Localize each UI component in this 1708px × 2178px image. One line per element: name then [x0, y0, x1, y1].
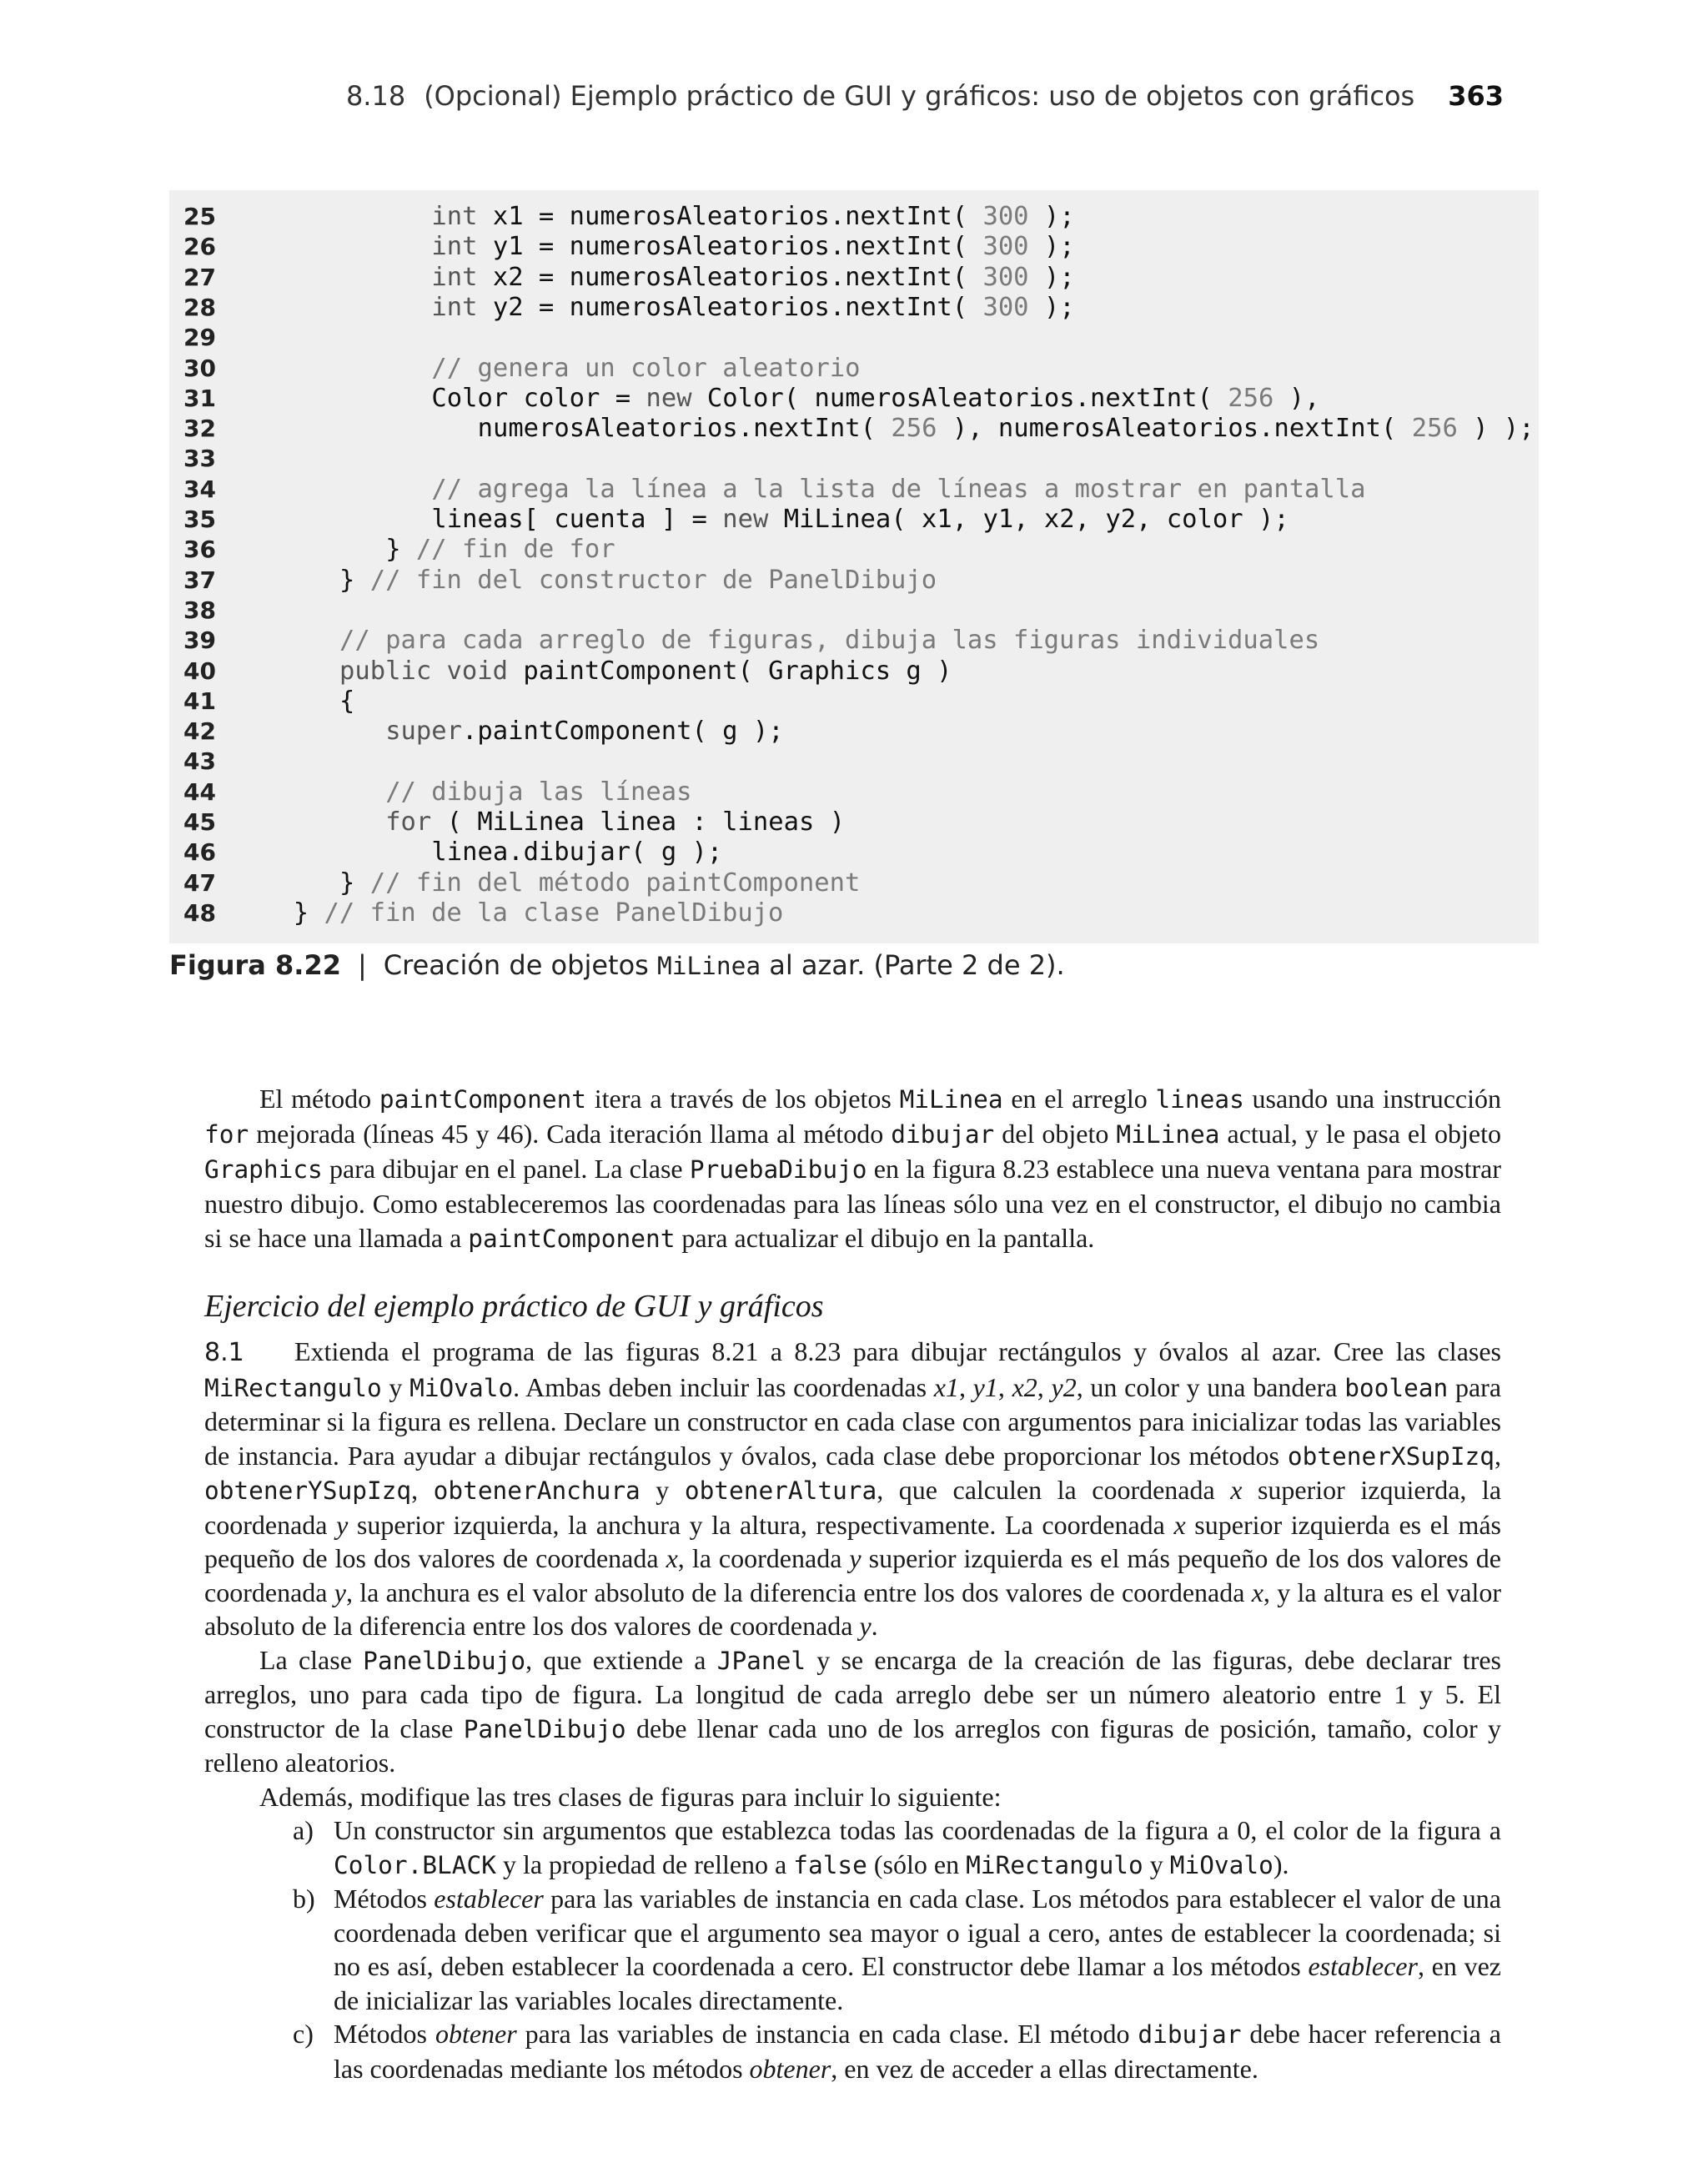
inline-code: obtenerXSupIzq [1287, 1441, 1494, 1471]
code-text: } // fin de la clase PanelDibujo [293, 898, 784, 928]
inline-code: MiRectangulo [204, 1373, 382, 1402]
inline-code: MiOvalo [409, 1373, 514, 1402]
caption-text-post: al azar. (Parte 2 de 2). [761, 949, 1065, 981]
code-text: int x2 = numerosAleatorios.nextInt( 300 ); [431, 262, 1075, 292]
inline-code: paintComponent [379, 1085, 587, 1114]
inline-code: obtenerAnchura [433, 1476, 640, 1505]
list-item: a) Un constructor sin argumentos que establezca todas las coordenadas de la figura a 0, el color de la figura a Color.BLACK y la propiedad de relleno a false (sólo en MiRectangulo y MiOvalo). [293, 1815, 1501, 1879]
line-number: 45 [183, 808, 216, 836]
inline-code: dibujar [1138, 2020, 1242, 2049]
code-text: int x1 = numerosAleatorios.nextInt( 300 ); [431, 202, 1075, 231]
code-listing [169, 190, 1539, 943]
list-item: c) Métodos obtener para las variables de instancia en cada clase. El método dibujar debe hacer referencia a las coordenadas mediante los métodos obtener, en vez de acceder a ellas directamente. [293, 2019, 1502, 2084]
body-paragraph [204, 1082, 1501, 1256]
code-text: } // fin de for [385, 535, 615, 565]
list-item-label: a) [293, 1815, 314, 1845]
paragraph-text: El método paintComponent itera a través de los objetos MiLinea en el arreglo lineas usando una instrucción for mejorada (líneas 45 y 46). Cada iteración llama al método dibujar del objeto MiLinea actual, y le pasa el objeto Graphics para dibujar en el panel. La clase PruebaDibujo en la figura 8.23 establece una nueva ventana para mostrar nuestro dibujo. Como estableceremos las coordenadas para las líneas sólo una vez en el constructor, el dibujo no cambia si se hace una llamada a paintComponent para actualizar el dibujo en la pantalla. [204, 1084, 1502, 1253]
page-number: 363 [1448, 80, 1504, 112]
line-number: 39 [183, 626, 216, 655]
list-item: b) Métodos establecer para las variables de instancia en cada clase. Los métodos para establecer el valor de una coordenada deben verificar que el argumento sea mayor o igual a cero, antes de establecer la coordenada; si no es así, deben establecer la coordenada a cero. El constructor debe llamar a los métodos establecer, en vez de inicializar las variables locales directamente. [293, 1884, 1502, 2015]
inline-code: MiRectangulo [966, 1850, 1143, 1879]
line-number: 33 [183, 445, 216, 473]
inline-code: PruebaDibujo [689, 1155, 867, 1184]
line-number: 43 [183, 747, 216, 776]
inline-code: Graphics [204, 1155, 323, 1184]
inline-code: MiLinea [1116, 1120, 1220, 1149]
running-header [346, 80, 1504, 112]
list-item-label: b) [293, 1884, 315, 1914]
code-text: super.paintComponent( g ); [385, 717, 784, 747]
line-number: 41 [183, 687, 216, 715]
exercise-paragraph-1: 8.1 Extienda el programa de las figuras 8.21 a 8.23 para dibujar rectángulos y óvalos al azar. Cree las clases MiRectangulo y MiOvalo. Ambas deben incluir las coordenadas x1, y1, x2, y2, un color y una bandera boolean para determinar si la figura es rellena. Declare un constructor en cada clase con argumentos para inicializar todas las variables de instancia. Para ayudar a dibujar rectángulos y óvalos, cada clase debe proporcionar los métodos obtenerXSupIzq, obtenerYSupIzq, obtenerAnchura y obtenerAltura, que calculen la coordenada x superior izquierda, la coordenada y superior izquierda, la anchura y la altura, respectivamente. La coordenada x superior izquierda es el más pequeño de los dos valores de coordenada x, la coordenada y superior izquierda es el más pequeño de los dos valores de coordenada y, la anchura es el valor absoluto de la diferencia entre los dos valores de coordenada x, y la altura es el valor absoluto de la diferencia entre los dos valores de coordenada y. [204, 1336, 1502, 1641]
line-number: 47 [183, 868, 216, 897]
inline-code: MiLinea [899, 1085, 1003, 1114]
code-text: int y2 = numerosAleatorios.nextInt( 300 ); [431, 292, 1075, 322]
inline-code: PanelDibujo [363, 1646, 526, 1675]
line-number: 46 [183, 838, 216, 867]
line-number: 37 [183, 566, 216, 594]
line-number: 44 [183, 777, 216, 806]
code-text: // para cada arreglo de figuras, dibuja las figuras individuales [339, 626, 1320, 656]
line-number: 42 [183, 717, 216, 746]
inline-code: MiOvalo [1169, 1850, 1273, 1879]
code-text: // genera un color aleatorio [431, 353, 861, 383]
line-number: 31 [183, 384, 216, 412]
code-text: linea.dibujar( g ); [431, 837, 723, 868]
line-number: 40 [183, 656, 216, 685]
code-text: numerosAleatorios.nextInt( 256 ), numerosAleatorios.nextInt( 256 ) ); [477, 414, 1535, 444]
line-number: 26 [183, 233, 216, 261]
line-number: 28 [183, 293, 216, 321]
list-item-label: c) [293, 2019, 314, 2049]
code-text: // agrega la línea a la lista de líneas a mostrar en pantalla [431, 474, 1366, 504]
line-number: 30 [183, 354, 216, 382]
exercise-paragraph-2: La clase PanelDibujo, que extiende a JPanel y se encarga de la creación de las figuras, debe declarar tres arreglos, uno para cada tipo de figura. La longitud de cada arreglo debe ser un número aleatorio entre 1 y 5. El constructor de la clase PanelDibujo debe llenar cada uno de los arreglos con figuras de posición, tamaño, color y relleno aleatorios. [204, 1644, 1502, 1778]
inline-code: paintComponent [468, 1225, 676, 1253]
section-heading: Ejercicio del ejemplo práctico de GUI y gráficos [204, 1289, 824, 1324]
exercise-number: 8.1 [204, 1338, 244, 1367]
code-text: for ( MiLinea linea : lineas ) [385, 807, 846, 837]
inline-code: boolean [1344, 1373, 1449, 1402]
inline-code: obtenerAltura [684, 1476, 877, 1505]
exercise-paragraph-3: Además, modifique las tres clases de figuras para incluir lo siguiente: [259, 1781, 1002, 1812]
exercise-list [204, 1813, 1501, 2085]
inline-code: JPanel [716, 1646, 806, 1675]
code-text: { [339, 686, 355, 716]
line-number: 25 [183, 203, 216, 230]
inline-code: dibujar [891, 1120, 995, 1149]
line-number: 27 [183, 263, 216, 291]
code-text: } // fin del constructor de PanelDibujo [339, 565, 937, 595]
inline-code: obtenerYSupIzq [204, 1476, 412, 1505]
caption-text-pre: Creación de objetos [383, 949, 657, 981]
code-text: int y1 = numerosAleatorios.nextInt( 300 ); [431, 232, 1075, 262]
line-number: 36 [183, 536, 216, 564]
code-text: Color color = new Color( numerosAleatorios.nextInt( 256 ), [431, 383, 1320, 413]
code-text: } // fin del método paintComponent [339, 868, 861, 898]
code-text: public void paintComponent( Graphics g ) [339, 656, 952, 686]
inline-code: Color.BLACK [334, 1850, 496, 1879]
line-number: 38 [183, 596, 216, 624]
code-text: // dibuja las líneas [385, 777, 692, 807]
header-title: (Opcional) Ejemplo práctico de GUI y gráficos: uso de objetos con gráficos [424, 80, 1415, 112]
caption-separator: | [357, 949, 367, 981]
line-number: 32 [183, 415, 216, 443]
figure-label: Figura 8.22 [169, 949, 341, 981]
exercise [204, 1335, 1501, 2085]
header-section-number: 8.18 [345, 80, 406, 112]
inline-code: false [793, 1850, 867, 1879]
figure-caption [169, 949, 1065, 981]
line-number: 29 [183, 324, 216, 352]
inline-code: PanelDibujo [463, 1714, 626, 1743]
line-number: 48 [183, 898, 216, 927]
inline-code: for [204, 1120, 249, 1149]
line-number: 34 [183, 475, 216, 503]
inline-code: lineas [1155, 1085, 1244, 1114]
caption-code: MiLinea [656, 952, 761, 980]
line-number: 35 [183, 506, 216, 533]
code-text: lineas[ cuenta ] = new MiLinea( x1, y1, x2, y2, color ); [431, 505, 1289, 534]
